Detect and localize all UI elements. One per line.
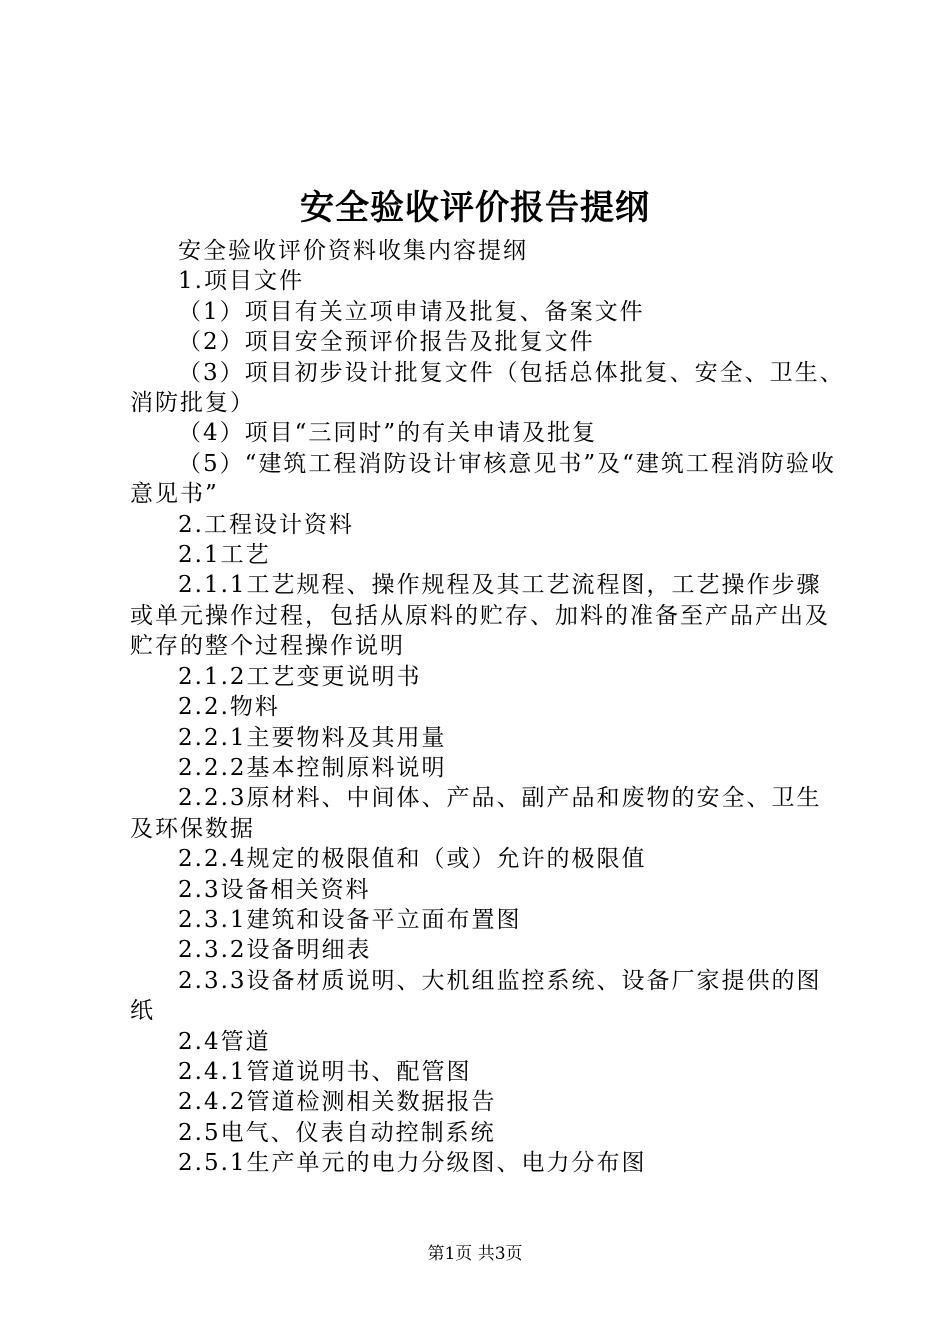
paragraph: 2.2.1主要物料及其用量: [178, 724, 447, 751]
document-body: [130, 236, 845, 1179]
paragraph: 2.3.2设备明细表: [178, 937, 372, 964]
paragraph: 2.4.2管道检测相关数据报告: [178, 1089, 497, 1116]
paragraph: （1）项目有关立项申请及批复、备案文件: [178, 298, 645, 325]
paragraph: 2.3设备相关资料: [178, 876, 371, 903]
paragraph: （2）项目安全预评价报告及批复文件: [178, 329, 595, 356]
page-footer: 第1页 共3页: [427, 1244, 523, 1264]
paragraph: （5）“建筑工程消防设计审核意见书”及“建筑工程消防验收意见书”: [130, 450, 836, 508]
document-title: 安全验收评价报告提纲: [300, 188, 650, 228]
paragraph: 2.1.2工艺变更说明书: [178, 663, 422, 690]
paragraph: 2.4管道: [178, 1028, 271, 1055]
paragraph: （3）项目初步设计批复文件（包括总体批复、安全、卫生、消防批复）: [130, 359, 845, 417]
paragraph: 2.5电气、仪表自动控制系统: [178, 1119, 496, 1146]
paragraph: 2.2.4规定的极限值和（或）允许的极限值: [178, 846, 647, 873]
paragraph: 2.5.1生产单元的电力分级图、电力分布图: [178, 1150, 647, 1177]
paragraph: 2.3.3设备材质说明、大机组监控系统、设备厂家提供的图纸: [130, 967, 822, 1025]
paragraph: 2.1.1工艺规程、操作规程及其工艺流程图，工艺操作步骤或单元操作过程，包括从原料的贮存、加料的准备至产品产出及贮存的整个过程操作说明: [130, 572, 830, 660]
paragraph: 2.2.物料: [178, 694, 280, 721]
paragraph: 2.2.2基本控制原料说明: [178, 754, 447, 781]
paragraph: 2.2.3原材料、中间体、产品、副产品和废物的安全、卫生及环保数据: [130, 785, 822, 842]
paragraph: 2.3.1建筑和设备平立面布置图: [178, 906, 522, 933]
paragraph: 安全验收评价资料收集内容提纲: [178, 238, 528, 264]
paragraph: （4）项目“三同时”的有关申请及批复: [178, 420, 598, 447]
paragraph: 1.项目文件: [178, 268, 304, 295]
paragraph: 2.1工艺: [178, 542, 271, 569]
paragraph: 2.4.1管道说明书、配管图: [178, 1058, 472, 1085]
paragraph: 2.工程设计资料: [178, 511, 354, 538]
